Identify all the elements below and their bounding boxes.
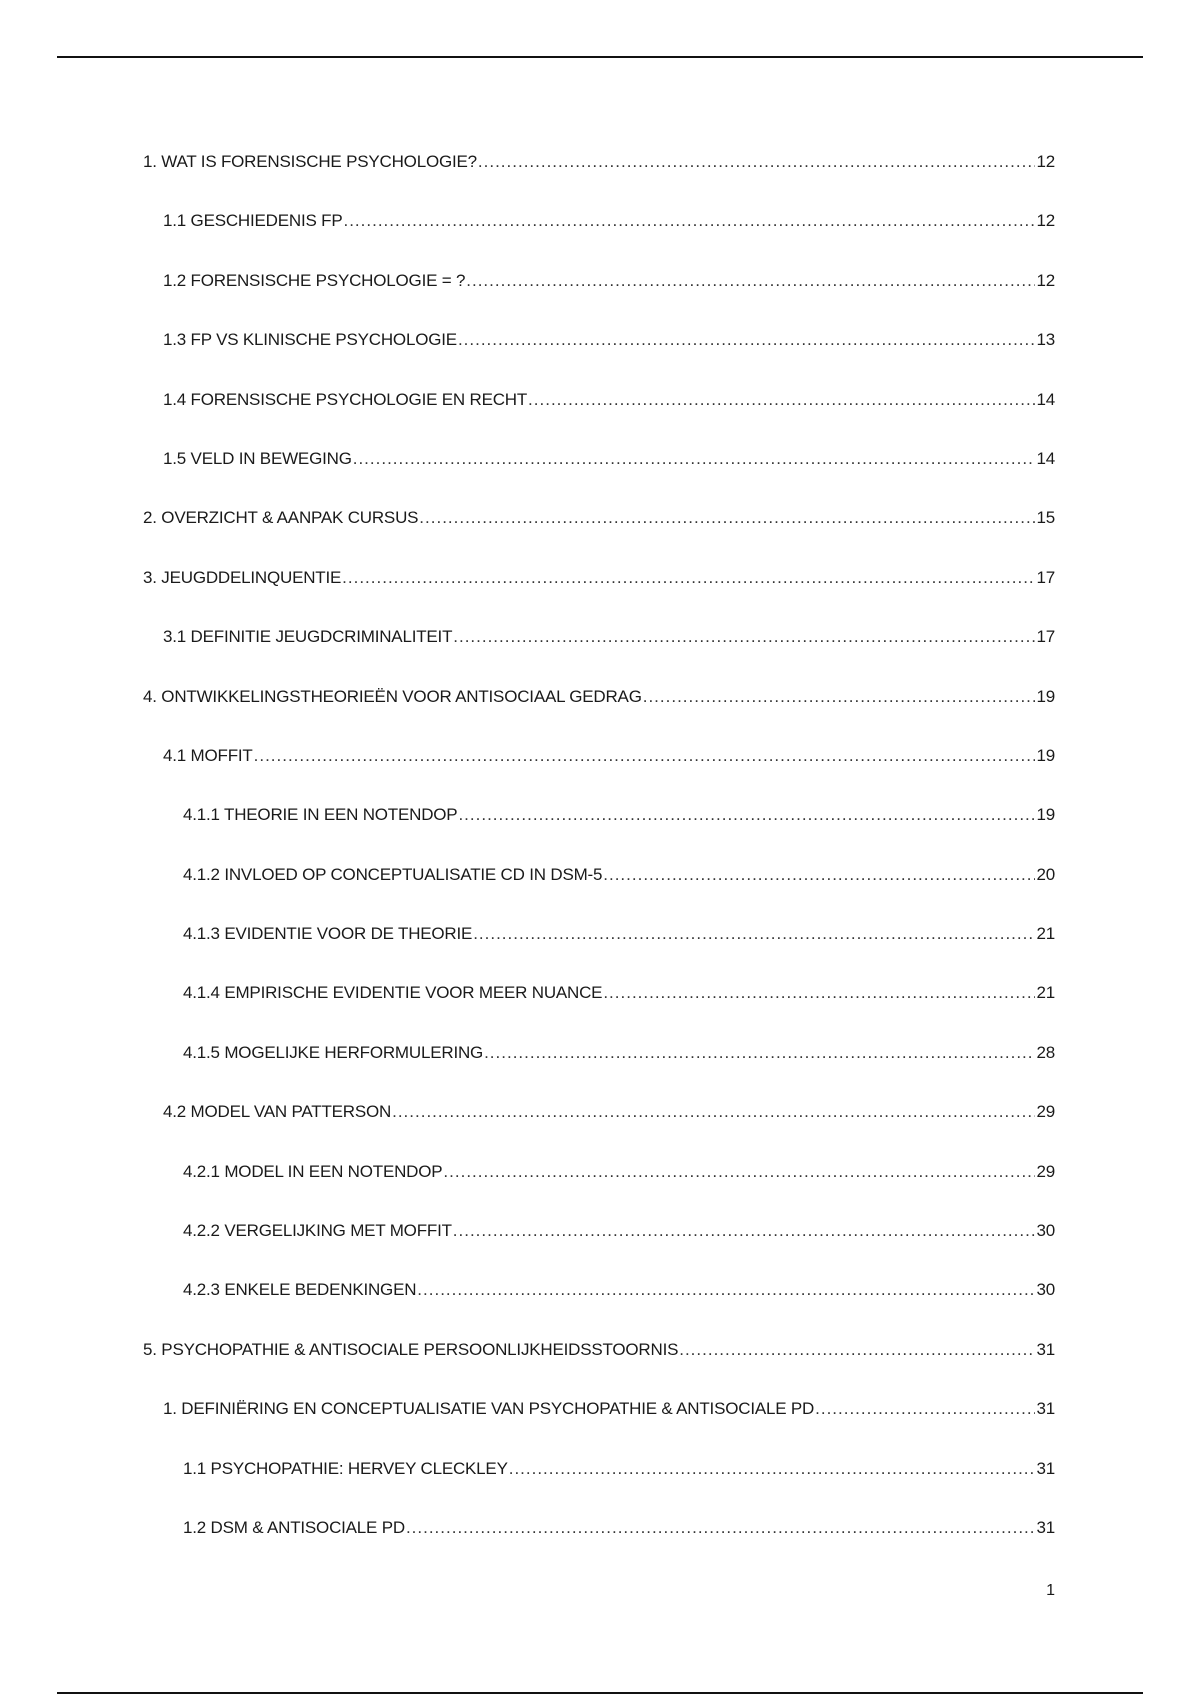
toc-entry-title: 4.1.5 MOGELIJKE HERFORMULERING [183,1042,484,1062]
page-number: 1 [1046,1582,1055,1599]
toc-entry-title: 4.1.4 EMPIRISCHE EVIDENTIE VOOR MEER NUANCE [183,983,603,1003]
toc-dot-leader [466,271,1035,291]
toc-dot-leader [343,211,1035,231]
toc-entry-title: 4.2.2 VERGELIJKING MET MOFFIT [183,1221,452,1241]
toc-dot-leader [419,508,1035,528]
toc-entry-title: 1. WAT IS FORENSISCHE PSYCHOLOGIE? [143,152,477,171]
toc-dot-leader [603,983,1035,1003]
toc-entry-title: 4.2.1 MODEL IN EEN NOTENDOP [183,1161,443,1181]
toc-entry-page: 30 [1036,1221,1055,1241]
toc-dot-leader [458,330,1036,350]
toc-entry[interactable] [143,449,1055,508]
toc-entry[interactable] [143,1518,1055,1577]
toc-dot-leader [484,1043,1035,1063]
toc-entry-title: 1.1 GESCHIEDENIS FP [163,211,343,231]
toc-entry-page: 17 [1036,567,1055,587]
toc-entry[interactable] [143,1399,1055,1458]
toc-entry-title: 4.2.3 ENKELE BEDENKINGEN [183,1280,417,1300]
toc-dot-leader [643,687,1036,707]
toc-entry-title: 1.5 VELD IN BEWEGING [163,448,352,468]
toc-entry[interactable] [143,271,1055,330]
toc-entry-page: 29 [1036,1102,1055,1122]
toc-entry-title: 4.2 MODEL VAN PATTERSON [163,1102,392,1122]
toc-entry[interactable] [143,1459,1055,1518]
toc-entry[interactable] [143,627,1055,686]
toc-entry-page: 13 [1036,330,1055,350]
toc-entry[interactable] [143,746,1055,805]
toc-entry-page: 14 [1036,389,1055,409]
toc-entry-title: 1.1 PSYCHOPATHIE: HERVEY CLECKLEY [183,1458,508,1478]
table-of-contents [143,152,1055,1577]
toc-entry[interactable] [143,211,1055,270]
toc-entry[interactable] [143,1340,1055,1399]
toc-dot-leader [353,449,1036,469]
toc-entry-page: 28 [1036,1042,1055,1062]
toc-entry-title: 4.1.1 THEORIE IN EEN NOTENDOP [183,805,458,825]
toc-entry-title: 3. JEUGDDELINQUENTIE [143,567,342,587]
toc-entry[interactable] [143,568,1055,627]
toc-dot-leader [679,1340,1035,1360]
toc-dot-leader [453,627,1035,647]
toc-entry-title: 4.1.2 INVLOED OP CONCEPTUALISATIE CD IN DSM-5 [183,864,603,884]
toc-entry[interactable] [143,687,1055,746]
toc-dot-leader [478,152,1036,172]
toc-entry-page: 15 [1036,508,1055,528]
toc-entry-title: 4. ONTWIKKELINGSTHEORIEËN VOOR ANTISOCIAAL GEDRAG [143,686,642,706]
toc-entry-title: 1.2 FORENSISCHE PSYCHOLOGIE = ? [163,270,466,290]
toc-entry-page: 31 [1036,1399,1055,1419]
toc-entry[interactable] [143,508,1055,567]
toc-entry[interactable] [143,330,1055,389]
toc-entry[interactable] [143,1221,1055,1280]
toc-entry-title: 1.3 FP VS KLINISCHE PSYCHOLOGIE [163,330,457,350]
toc-dot-leader [473,924,1035,944]
toc-entry-page: 14 [1036,448,1055,468]
toc-entry-title: 1. DEFINIËRING EN CONCEPTUALISATIE VAN PSYCHOPATHIE & ANTISOCIALE PD [163,1399,815,1419]
toc-entry-page: 12 [1036,152,1055,171]
toc-dot-leader [458,805,1035,825]
toc-entry-title: 4.1.3 EVIDENTIE VOOR DE THEORIE [183,924,473,944]
toc-entry[interactable] [143,1162,1055,1221]
toc-entry-page: 31 [1036,1339,1055,1359]
toc-entry-page: 19 [1036,805,1055,825]
toc-entry[interactable] [143,1280,1055,1339]
toc-entry[interactable] [143,865,1055,924]
toc-entry-page: 20 [1036,864,1055,884]
toc-entry[interactable] [143,1102,1055,1161]
toc-entry[interactable] [143,152,1055,211]
toc-dot-leader [815,1399,1035,1419]
toc-dot-leader [528,390,1035,410]
toc-entry-page: 21 [1036,924,1055,944]
footer-rule [57,1692,1143,1694]
toc-entry-title: 1.2 DSM & ANTISOCIALE PD [183,1517,405,1537]
toc-dot-leader [509,1459,1036,1479]
toc-entry-page: 31 [1036,1517,1055,1537]
toc-entry-title: 2. OVERZICHT & AANPAK CURSUS [143,508,419,528]
toc-entry-page: 17 [1036,627,1055,647]
toc-dot-leader [342,568,1035,588]
toc-dot-leader [392,1102,1035,1122]
toc-entry-page: 30 [1036,1280,1055,1300]
toc-entry-page: 31 [1036,1458,1055,1478]
toc-entry-title: 1.4 FORENSISCHE PSYCHOLOGIE EN RECHT [163,389,528,409]
toc-dot-leader [443,1162,1035,1182]
toc-entry[interactable] [143,805,1055,864]
toc-entry-title: 5. PSYCHOPATHIE & ANTISOCIALE PERSOONLIJKHEIDSSTOORNIS [143,1339,679,1359]
toc-dot-leader [603,865,1035,885]
toc-dot-leader [417,1280,1035,1300]
toc-entry-page: 12 [1036,211,1055,231]
toc-entry-page: 19 [1036,745,1055,765]
toc-entry-page: 12 [1036,270,1055,290]
header-rule [57,56,1143,58]
toc-entry[interactable] [143,1043,1055,1102]
toc-entry[interactable] [143,983,1055,1042]
toc-entry[interactable] [143,924,1055,983]
toc-entry-page: 19 [1036,686,1055,706]
toc-entry[interactable] [143,390,1055,449]
toc-dot-leader [406,1518,1036,1538]
toc-entry-page: 29 [1036,1161,1055,1181]
toc-entry-title: 3.1 DEFINITIE JEUGDCRIMINALITEIT [163,627,453,647]
toc-entry-page: 21 [1036,983,1055,1003]
toc-dot-leader [254,746,1036,766]
toc-dot-leader [453,1221,1036,1241]
toc-entry-title: 4.1 MOFFIT [163,745,253,765]
